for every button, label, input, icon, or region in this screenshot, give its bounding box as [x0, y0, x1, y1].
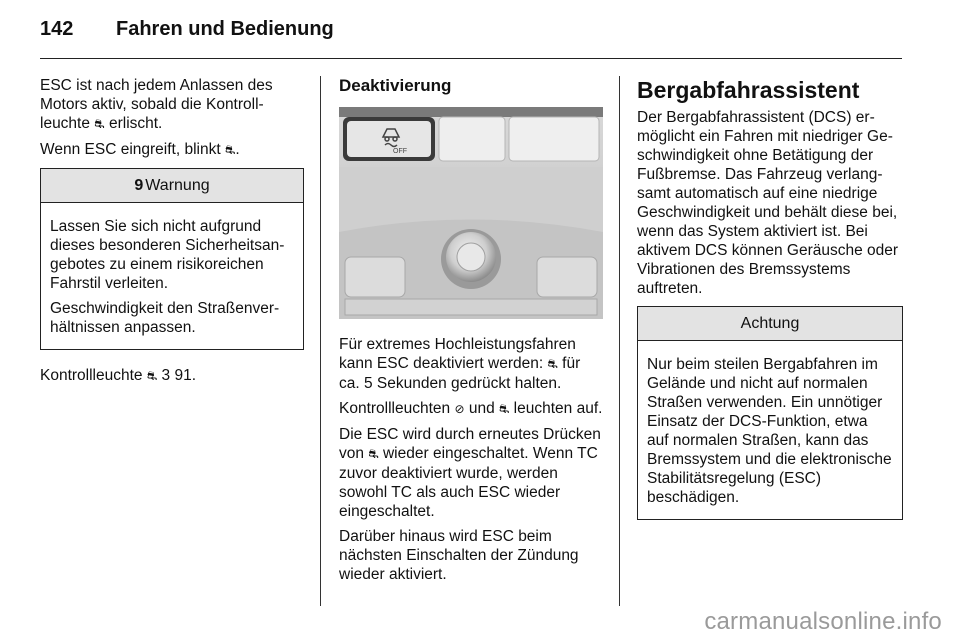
- page-number: 142: [40, 18, 74, 40]
- paragraph: Wenn ESC eingreift, blinkt ⛐.: [40, 141, 240, 158]
- paragraph: Darüber hinaus wird ESC beim nächsten Einschalten der Zündung wieder aktiviert.: [339, 528, 579, 583]
- tc-off-lamp-icon: ⊘: [454, 402, 465, 416]
- paragraph: Kontrollleuchten ⊘ und ⛐ leuchten auf.: [339, 400, 603, 417]
- center-console-figure: [339, 107, 603, 319]
- caution-text: Nur beim steilen Bergabfahren im Gelände und nicht auf normalen Straßen verwenden. Ein unnötiger Einsatz der DCS-Funktion, etwa auf normalen Straßen, kann das Bremssystem und die elektronische Stabilitätsregelung (ESC) beschädigen.: [647, 356, 892, 506]
- paragraph: Kontrollleuchte ⛐ 3 91.: [40, 367, 196, 384]
- warning-text: Lassen Sie sich nicht aufgrund dieses besonderen Sicherheitsangebotes zu einem risikoreichen Fahrstil verleiten.: [50, 218, 285, 292]
- chapter-title: Fahren und Bedienung: [116, 18, 334, 40]
- caution-title: Achtung: [740, 315, 800, 332]
- page-header: [40, 18, 334, 41]
- header-rule: [40, 58, 902, 59]
- warning-text: Geschwindigkeit den Straßenverhältnissen anpassen.: [50, 300, 280, 336]
- caution-box: [637, 306, 903, 520]
- esc-off-button-icon: ⛐: [547, 357, 558, 371]
- warning-box-body: [41, 203, 303, 349]
- esc-warning-lamp-icon: ⛐: [146, 369, 158, 383]
- warning-title: Warnung: [145, 177, 210, 194]
- svg-text:OFF: OFF: [393, 148, 407, 155]
- paragraph: Für extremes Hochleistungsfahren kann ESC deaktiviert werden: ⛐ für ca. 5 Sekunden gedrückt halten.: [339, 336, 581, 392]
- warning-box: [40, 168, 304, 350]
- column-esc-info: [40, 76, 304, 392]
- page-reference-arrow-icon: 3: [161, 367, 171, 384]
- section-heading: Deaktivierung: [339, 76, 452, 95]
- caution-box-header: [638, 307, 902, 341]
- section-heading: Bergabfahrassistent: [637, 77, 860, 103]
- paragraph: Der Bergabfahrassistent (DCS) ermöglicht ein Fahren mit niedriger Geschwindigkeit ohne Betätigung der Fußbremse. Das Fahrzeug verlangsamt automatisch auf eine niedrige Geschwindigkeit und behält diese bei, wenn das System aktiviert ist. Bei aktivem DCS können Geräusche oder Vibrationen des Bremssystems auftreten.: [637, 109, 899, 297]
- column-divider: [320, 76, 321, 606]
- caution-box-body: [638, 341, 902, 519]
- esc-warning-lamp-icon: ⛐: [94, 117, 105, 131]
- column-divider: [619, 76, 620, 606]
- esc-warning-lamp-icon: ⛐: [224, 143, 236, 157]
- watermark: carmanualsonline.info: [704, 608, 942, 635]
- column-descent-control: [637, 76, 903, 536]
- warning-triangle-icon: 9: [134, 177, 144, 194]
- esc-off-lamp-icon: ⛐: [499, 402, 510, 416]
- esc-off-button-icon: ⛐: [368, 447, 379, 461]
- warning-box-header: [41, 169, 303, 203]
- paragraph: ESC ist nach jedem Anlassen des Motors aktiv, sobald die Kontrollleuchte ⛐ erlischt.: [40, 77, 273, 132]
- column-deactivation: [339, 76, 605, 590]
- paragraph: Die ESC wird durch erneutes Drücken von ⛐ wieder eingeschaltet. Wenn TC zuvor deaktiviert wurde, werden sowohl TC als auch ESC wieder eingeschaltet.: [339, 426, 601, 520]
